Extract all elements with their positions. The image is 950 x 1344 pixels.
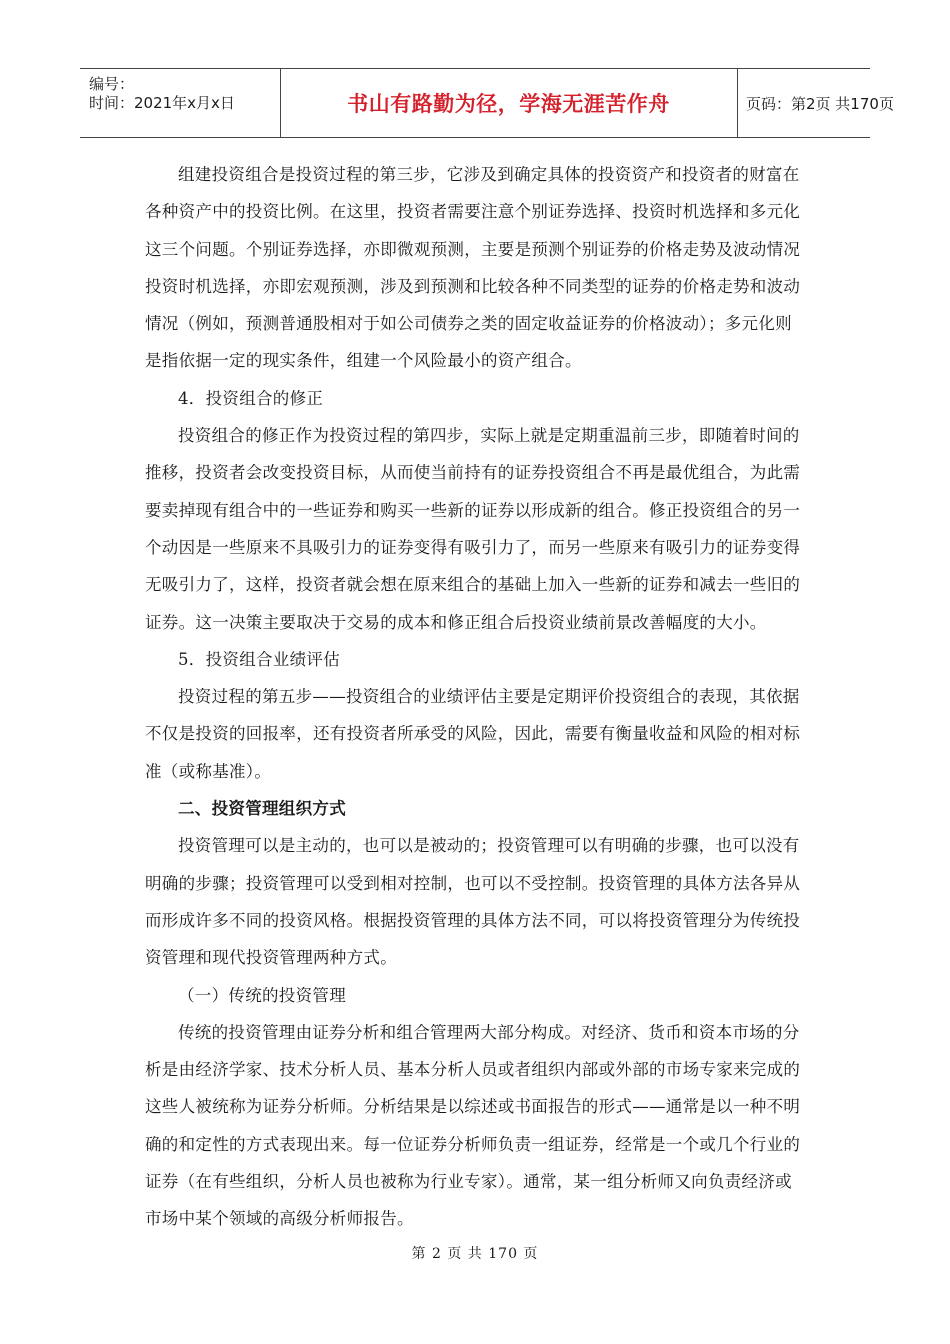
body-text-line: 投资管理可以是主动的，也可以是被动的；投资管理可以有明确的步骤，也可以没有: [178, 836, 800, 856]
header-motto: 书山有路勤为径，学海无涯苦作舟: [347, 92, 670, 116]
body-text-line: 是指依据一定的现实条件，组建一个风险最小的资产组合。: [145, 351, 582, 371]
body-text-line: 4．投资组合的修正: [178, 388, 324, 408]
body-text-line: 明确的步骤；投资管理可以受到相对控制，也可以不受控制。投资管理的具体方法各异从: [145, 873, 801, 893]
body-text-line: 投资过程的第五步——投资组合的业绩评估主要是定期评价投资组合的表现，其依据: [178, 687, 800, 707]
body-text-line: 个动因是一些原来不具吸引力的证券变得有吸引力了，而另一些原来有吸引力的证券变得: [145, 537, 801, 557]
body-text-line: 市场中某个领域的高级分析师报告。: [145, 1209, 414, 1229]
header-motto-cell: [280, 69, 738, 137]
body-text-line: 这些人被统称为证券分析师。分析结果是以综述或书面报告的形式——通常是以一种不明: [145, 1097, 801, 1117]
header-meta-cell: [80, 69, 281, 137]
body-text-line: 资管理和现代投资管理两种方式。: [145, 948, 397, 968]
document-number-label: 编号：: [89, 75, 135, 93]
body-text-line: 不仅是投资的回报率，还有投资者所承受的风险，因此，需要有衡量收益和风险的相对标: [145, 724, 801, 744]
body-text-line: 无吸引力了，这样，投资者就会想在原来组合的基础上加入一些新的证券和减去一些旧的: [145, 575, 801, 595]
body-text-line: 证券（在有些组织，分析人员也被称为行业专家）。通常，某一组分析师又向负责经济或: [145, 1172, 792, 1192]
body-text-line: 析是由经济学家、技术分析人员、基本分析人员或者组织内部或外部的市场专家来完成的: [145, 1060, 801, 1080]
header-page-cell: [737, 69, 894, 137]
header-page-info: 页码：第2页 共170页: [746, 94, 894, 113]
body-text-line: 这三个问题。个别证券选择，亦即微观预测，主要是预测个别证券的价格走势及波动情况: [145, 239, 801, 259]
document-date-label: 时间：2021年x月x日: [89, 94, 235, 112]
body-text-line: 推移，投资者会改变投资目标，从而使当前持有的证券投资组合不再是最优组合，为此需: [145, 463, 801, 483]
page-footer: 第 2 页 共 170 页: [411, 1246, 539, 1262]
body-text-line: 传统的投资管理由证券分析和组合管理两大部分构成。对经济、货币和资本市场的分: [178, 1022, 800, 1042]
body-text-line: 而形成许多不同的投资风格。根据投资管理的具体方法不同，可以将投资管理分为传统投: [145, 910, 801, 930]
body-text-line: 投资时机选择，亦即宏观预测，涉及到预测和比较各种不同类型的证券的价格走势和波动: [145, 276, 801, 296]
body-text-line: 投资组合的修正作为投资过程的第四步，实际上就是定期重温前三步，即随着时间的: [178, 426, 800, 446]
body-text-line: 准（或称基准）。: [145, 761, 272, 781]
body-text-line: 组建投资组合是投资过程的第三步，它涉及到确定具体的投资资产和投资者的财富在: [178, 165, 800, 184]
body-text-line: （一）传统的投资管理: [178, 985, 346, 1005]
body-text-line: 要卖掉现有组合中的一些证券和购买一些新的证券以形成新的组合。修正投资组合的另一: [145, 500, 801, 520]
body-text-line: 各种资产中的投资比例。在这里，投资者需要注意个别证券选择、投资时机选择和多元化: [145, 202, 801, 222]
document-body: [145, 156, 810, 1238]
body-text-line: 证券。这一决策主要取决于交易的成本和修正组合后投资业绩前景改善幅度的大小。: [145, 612, 767, 632]
body-text-line: 情况（例如，预测普通股相对于如公司债券之类的固定收益证券的价格波动）；多元化则: [145, 314, 792, 334]
document-header: [80, 68, 894, 138]
body-text-line: 确的和定性的方式表现出来。每一位证券分析师负责一组证券，经常是一个或几个行业的: [145, 1134, 801, 1154]
body-text-line: 5．投资组合业绩评估: [178, 649, 340, 669]
section-heading: 二、投资管理组织方式: [178, 799, 346, 819]
